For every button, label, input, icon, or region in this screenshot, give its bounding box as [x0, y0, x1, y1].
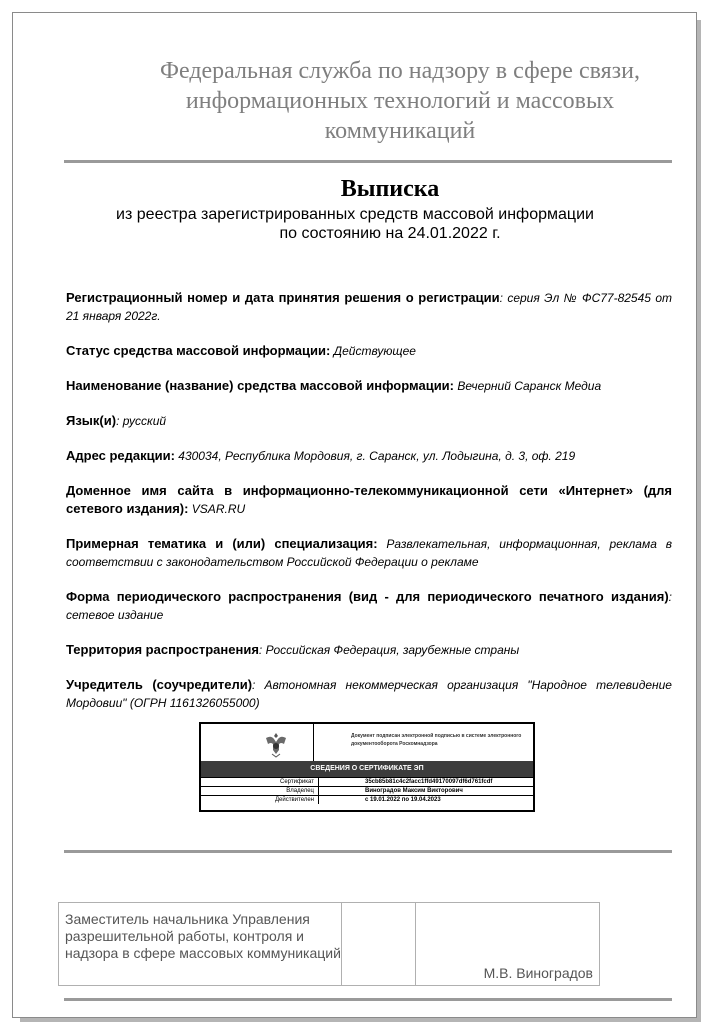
field-topics: Примерная тематика и (или) специализация: Развлекательная, информационная, реклама в соответствии с законодательством Российской Федерации о рекламе: [66, 536, 672, 569]
coat-of-arms-icon: [263, 730, 289, 758]
field-domain: Доменное имя сайта в информационно-телекоммуникационной сети «Интернет» (для сетевого издания): VSAR.RU: [66, 483, 672, 516]
certificate-row-owner: Владелец Виноградов Максим Викторович: [201, 786, 533, 795]
certificate-row-validity: Действителен с 19.01.2022 по 19.04.2023: [201, 795, 533, 804]
subtitle-line-2: по состоянию на 24.01.2022 г.: [279, 225, 501, 242]
certificate-top: [201, 724, 533, 761]
agency-name: Федеральная служба по надзору в сфере связи, информационных технологий и массовых коммуникаций: [160, 58, 640, 144]
page-shadow-bottom: [20, 1018, 701, 1022]
document-title: Выписка: [340, 176, 440, 202]
register-fields: [66, 289, 672, 729]
certificate-note: Документ подписан электронной подписью в системе электронного документооборота Роскомнадзора: [351, 733, 522, 747]
field-media-name: Наименование (название) средства массовой информации: Вечерний Саранск Медиа: [66, 378, 602, 393]
field-territory: Территория распространения: Российская Федерация, зарубежные страны: [66, 642, 520, 657]
field-distribution-form: Форма периодического распространения (вид - для периодического печатного издания): сетевое издание: [66, 589, 672, 622]
certificate-row-serial: Сертификат 35cb85b81c4c2facc1ffd49170097df6d761fcdf: [201, 777, 533, 786]
divider-middle: [64, 850, 672, 853]
divider-bottom: [64, 998, 672, 1001]
signature-certificate-stamp: [199, 722, 535, 812]
signature-block: [58, 902, 600, 986]
field-language: Язык(и): русский: [66, 413, 167, 428]
signatory-name-cell: [416, 903, 599, 985]
certificate-header: СВЕДЕНИЯ О СЕРТИФИКАТЕ ЭП: [201, 761, 533, 777]
signatory-position: Заместитель начальника Управления разрешительной работы, контроля и надзора в сфере массовых коммуникаций: [59, 903, 342, 985]
document-subtitle: [90, 205, 620, 243]
divider-top: [64, 160, 672, 163]
field-status: Статус средства массовой информации: Действующее: [66, 343, 416, 358]
field-founder: Учредитель (соучредители): Автономная некоммерческая организация "Народное телевидение Мордовии" (ОГРН 1161326055000): [66, 677, 672, 710]
certificate-divider: [313, 724, 314, 761]
field-registration-number: Регистрационный номер и дата принятия решения о регистрации: серия Эл № ФС77-82545 от 21 января 2022г.: [66, 290, 672, 323]
subtitle-line-1: из реестра зарегистрированных средств массовой информации: [116, 206, 594, 223]
page-shadow-right: [697, 20, 701, 1020]
field-address: Адрес редакции: 430034, Республика Мордовия, г. Саранск, ул. Лодыгина, д. 3, оф. 219: [66, 448, 576, 463]
signatory-name: М.В. Виноградов: [483, 965, 593, 981]
signature-cell: [342, 903, 416, 985]
